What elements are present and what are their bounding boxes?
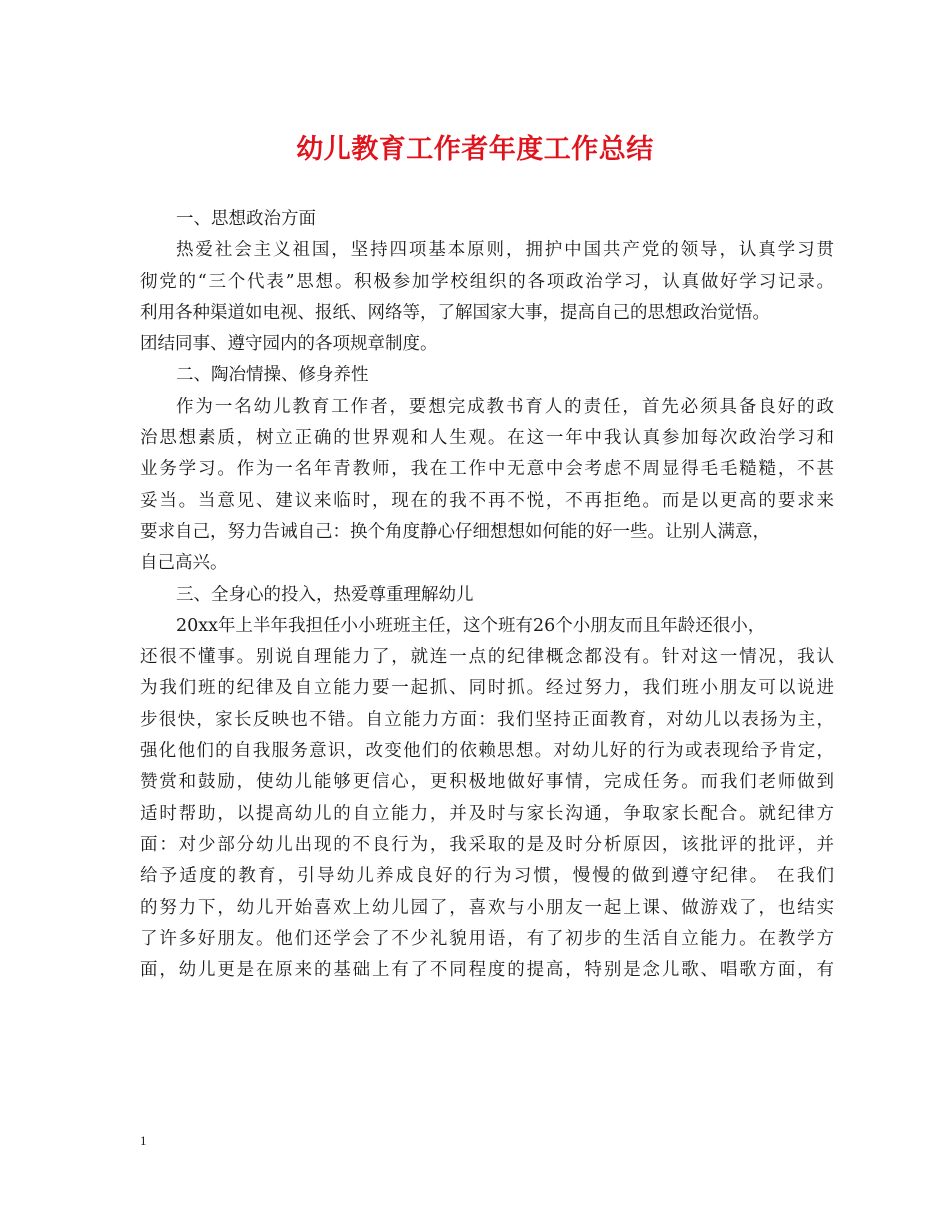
document-title: 幼儿教育工作者年度工作总结 <box>296 134 654 165</box>
text-line: 为我们班的纪律及自立能力要一起抓、同时抓。经过努力，我们班小朋友可以说进 <box>140 678 834 699</box>
text-line: 治思想素质，树立正确的世界观和人生观。在这一年中我认真参加每次政治学习和 <box>140 428 834 449</box>
text-line: 面，幼儿更是在原来的基础上有了不同程度的提高，特别是念儿歌、唱歌方面，有 <box>140 960 834 981</box>
document-body <box>140 204 834 986</box>
text-line: 的努力下，幼儿开始喜欢上幼儿园了，喜欢与小朋友一起上课、做游戏了，也结实 <box>140 897 834 918</box>
text-line: 给予适度的教育，引导幼儿养成良好的行为习惯，慢慢的做到遵守纪律。 在我们 <box>140 866 834 887</box>
text-line: 一、思想政治方面 <box>176 209 316 229</box>
text-line: 二、陶冶情操、修身养性 <box>176 365 369 386</box>
text-line: 还很不懂事。别说自理能力了，就连一点的纪律概念都没有。针对这一情况，我认 <box>140 647 834 668</box>
text-line: 彻党的“三个代表”思想。积极参加学校组织的各项政治学习，认真做好学习记录。 <box>140 271 834 292</box>
text-line: 了许多好朋友。他们还学会了不少礼貌用语，有了初步的生活自立能力。在教学方 <box>140 928 834 949</box>
text-line: 业务学习。作为一名年青教师，我在工作中无意中会考虑不周显得毛毛糙糙，不甚 <box>140 459 834 480</box>
text-line: 利用各种渠道如电视、报纸、网络等，了解国家大事，提高自己的思想政治觉悟。 <box>140 302 770 323</box>
text-line: 作为一名幼儿教育工作者，要想完成教书育人的责任，首先必须具备良好的政 <box>176 396 834 417</box>
page-number: 1 <box>140 1133 147 1148</box>
text-line: 强化他们的自我服务意识，改变他们的依赖思想。对幼儿好的行为或表现给予肯定， <box>140 741 834 762</box>
text-line: 步很快，家长反映也不错。自立能力方面：我们坚持正面教育，对幼儿以表扬为主， <box>140 709 834 730</box>
text-line: 热爱社会主义祖国，坚持四项基本原则，拥护中国共产党的领导，认真学习贯 <box>176 240 834 261</box>
text-line: 20xx年上半年我担任小小班班主任，这个班有26个小朋友而且年龄还很小， <box>176 615 766 636</box>
text-line: 面：对少部分幼儿出现的不良行为，我采取的是及时分析原因，该批评的批评，并 <box>140 834 834 855</box>
text-line: 赞赏和鼓励，使幼儿能够更信心，更积极地做好事情，完成任务。而我们老师做到 <box>140 772 834 793</box>
text-line: 妥当。当意见、建议来临时，现在的我不再不悦，不再拒绝。而是以更高的要求来 <box>140 490 834 511</box>
text-line: 团结同事、遵守园内的各项规章制度。 <box>140 334 438 355</box>
text-line: 三、全身心的投入，热爱尊重理解幼儿 <box>176 584 474 605</box>
text-line: 自己高兴。 <box>140 553 228 574</box>
text-line: 适时帮助，以提高幼儿的自立能力，并及时与家长沟通，争取家长配合。就纪律方 <box>140 803 834 824</box>
text-line: 要求自己，努力告诫自己：换个角度静心仔细想想如何能的好一些。让别人满意， <box>140 521 770 542</box>
